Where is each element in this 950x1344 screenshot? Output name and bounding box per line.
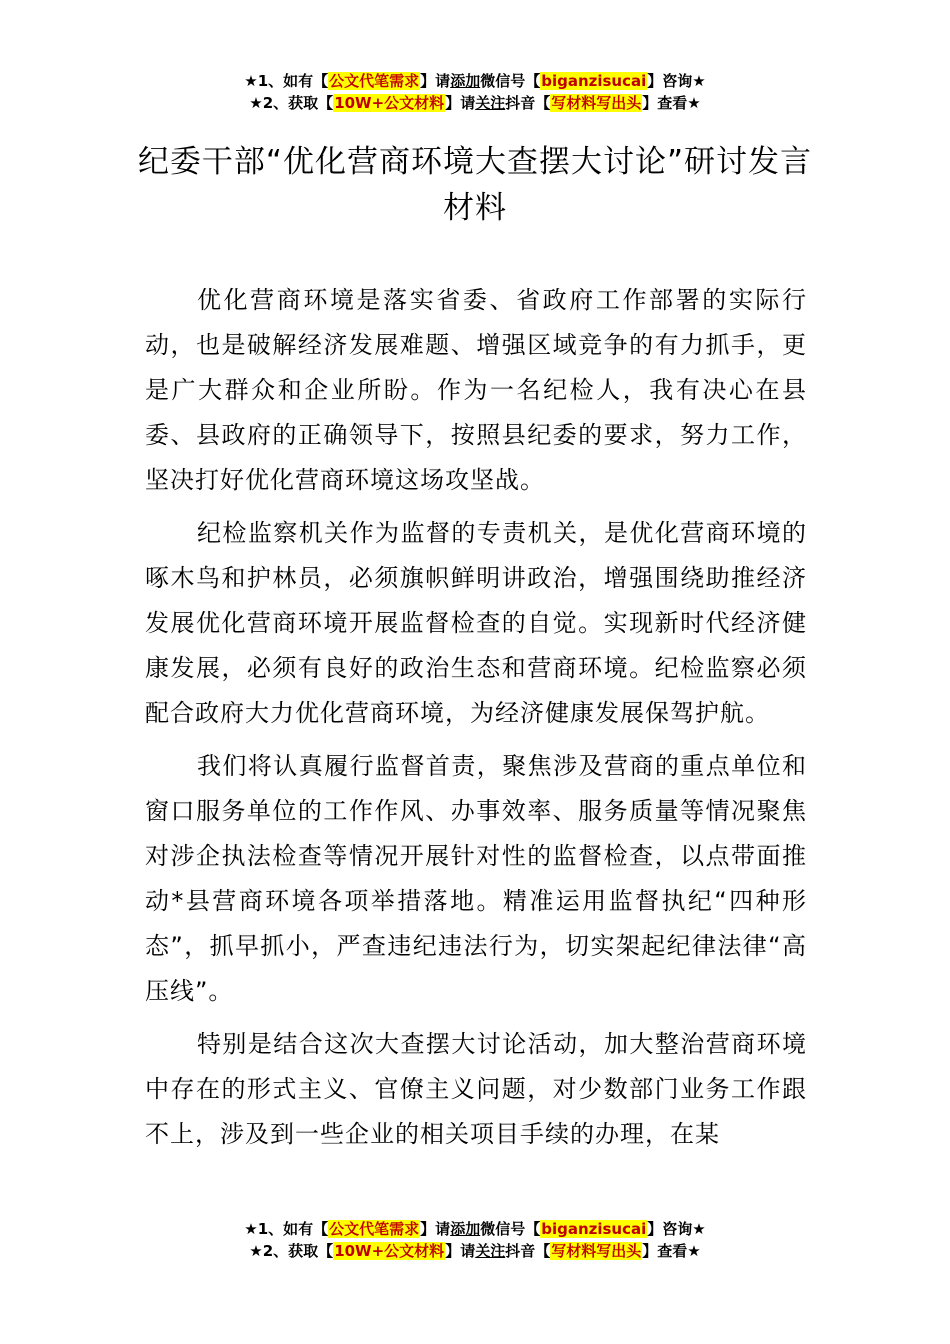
promo-highlight: 10W+公文材料 xyxy=(334,94,445,112)
promo-text: 抖音【 xyxy=(505,1242,551,1260)
promo-highlight: biganzisucai xyxy=(541,72,647,90)
promo-text: 微信号【 xyxy=(480,1220,541,1238)
promo-text: 】请 xyxy=(420,1220,451,1238)
promo-line-2 xyxy=(0,1240,950,1262)
promo-highlight: 写材料写出头 xyxy=(551,94,642,112)
promo-banner-bottom xyxy=(0,1218,950,1262)
promo-text: 】查看★ xyxy=(642,94,701,112)
promo-highlight: 公文代笔需求 xyxy=(329,72,420,90)
promo-text: 微信号【 xyxy=(480,72,541,90)
promo-underline: 关注 xyxy=(475,1242,506,1260)
paragraph: 我们将认真履行监督首责，聚焦涉及营商的重点单位和窗口服务单位的工作作风、办事效率、服务质量等情况聚焦对涉企执法检查等情况开展针对性的监督检查，以点带面推动*县营商环境各项举措落地。精准运用监督执纪“四种形态”，抓早抓小，严查违纪违法行为，切实架起纪律法律“高压线”。 xyxy=(145,752,807,1005)
promo-text: 】请 xyxy=(445,94,476,112)
promo-line-1 xyxy=(0,70,950,92)
promo-text: 】查看★ xyxy=(642,1242,701,1260)
promo-highlight: 写材料写出头 xyxy=(551,1242,642,1260)
promo-text: ★1、如有【 xyxy=(244,72,329,90)
promo-text: 】请 xyxy=(445,1242,476,1260)
promo-text: ★2、获取【 xyxy=(249,1242,334,1260)
document-body xyxy=(145,278,807,1208)
promo-text: ★1、如有【 xyxy=(244,1220,329,1238)
promo-banner-top xyxy=(0,70,950,114)
promo-text: 抖音【 xyxy=(505,94,551,112)
paragraph: 优化营商环境是落实省委、省政府工作部署的实际行动，也是破解经济发展难题、增强区域竞争的有力抓手，更是广大群众和企业所盼。作为一名纪检人，我有决心在县委、县政府的正确领导下，按照县纪委的要求，努力工作，坚决打好优化营商环境这场攻坚战。 xyxy=(145,286,807,494)
promo-line-2 xyxy=(0,92,950,114)
promo-highlight: 公文代笔需求 xyxy=(329,1220,420,1238)
promo-text: ★2、获取【 xyxy=(249,94,334,112)
document-title: 纪委干部“优化营商环境大查摆大讨论”研讨发言材料 xyxy=(137,143,813,226)
promo-highlight: 10W+公文材料 xyxy=(334,1242,445,1260)
promo-underline: 添加 xyxy=(450,72,481,90)
promo-highlight: biganzisucai xyxy=(541,1220,647,1238)
promo-text: 】请 xyxy=(420,72,451,90)
promo-text: 】咨询★ xyxy=(647,1220,706,1238)
promo-line-1 xyxy=(0,1218,950,1240)
promo-text: 】咨询★ xyxy=(647,72,706,90)
paragraph: 特别是结合这次大查摆大讨论活动，加大整治营商环境中存在的形式主义、官僚主义问题，对少数部门业务工作跟不上，涉及到一些企业的相关项目手续的办理，在某 xyxy=(145,1030,807,1148)
promo-underline: 关注 xyxy=(475,94,506,112)
promo-underline: 添加 xyxy=(450,1220,481,1238)
paragraph: 纪检监察机关作为监督的专责机关，是优化营商环境的啄木鸟和护林员，必须旗帜鲜明讲政治，增强围绕助推经济发展优化营商环境开展监督检查的自觉。实现新时代经济健康发展，必须有良好的政治生态和营商环境。纪检监察必须配合政府大力优化营商环境，为经济健康发展保驾护航。 xyxy=(145,519,807,727)
